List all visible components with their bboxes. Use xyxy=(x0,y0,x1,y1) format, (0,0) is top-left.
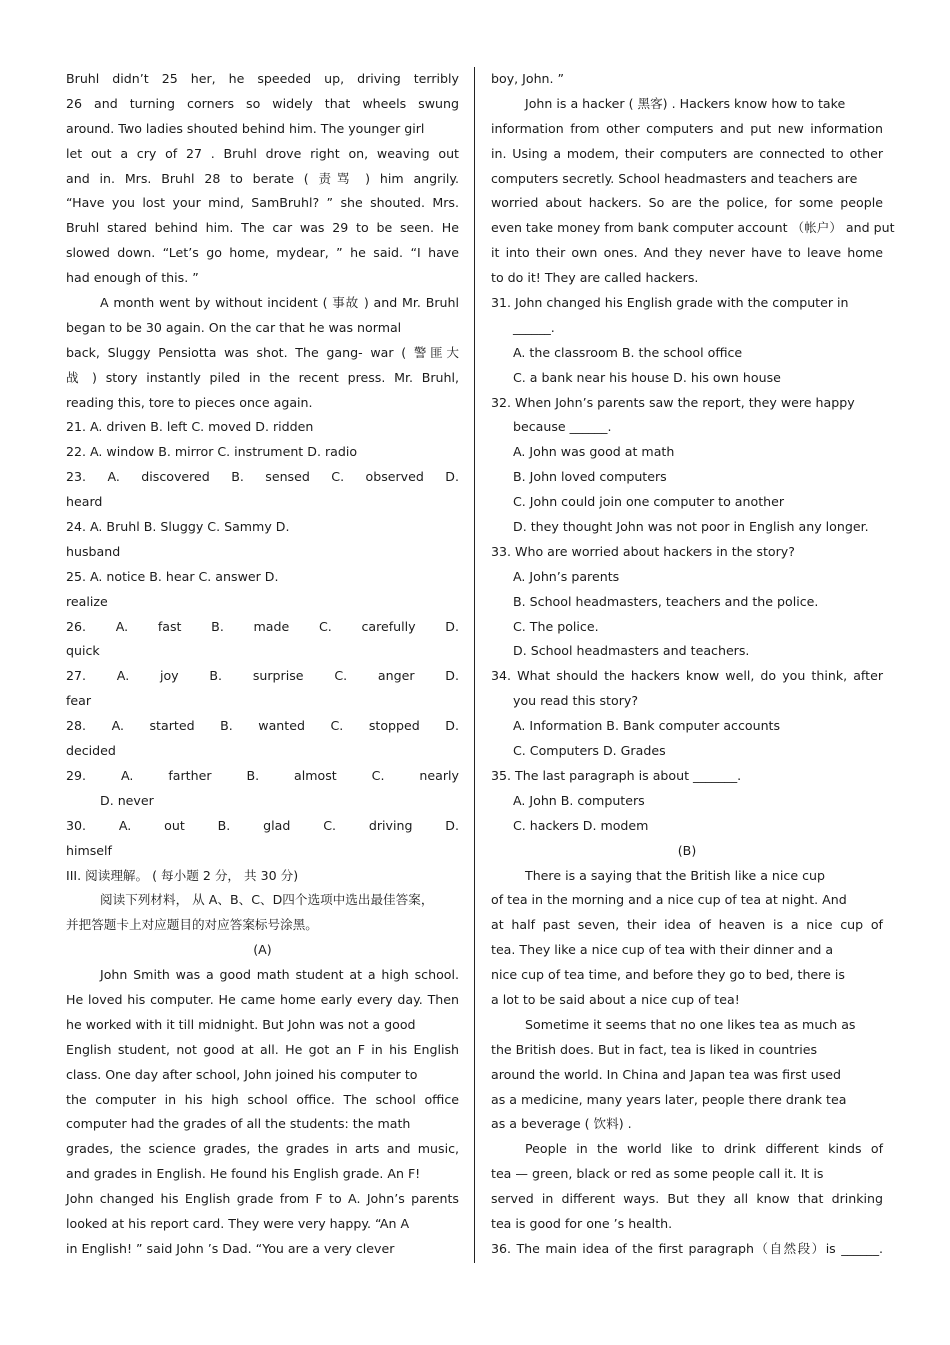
text-line: as a medicine, many years later, people there drank tea xyxy=(491,1091,847,1107)
text-line: 27. A. joy B. surprise C. anger D. xyxy=(66,668,459,684)
text-line: the British does. But in fact, tea is liked in countries xyxy=(491,1041,818,1057)
text-line: Sometime it seems that no one likes tea as much as xyxy=(525,1016,856,1032)
text-line: John is a hacker ( 黑客) . Hackers know how to take xyxy=(525,95,846,111)
text-line: A. the classroom B. the school office xyxy=(513,344,743,360)
text-line: of tea in the morning and a nice cup of tea at night. And xyxy=(491,892,847,908)
text-line: III. 阅读理解。 ( 每小题 2 分， 共 30 分) xyxy=(66,867,299,883)
text-line: People in the world like to drink different kinds of xyxy=(525,1141,883,1157)
text-line: because ______. xyxy=(513,419,612,435)
text-line: 35. The last paragraph is about _______. xyxy=(491,767,742,783)
text-line: you read this story? xyxy=(513,693,639,709)
text-line: looked at his report card. They were very happy. “An A xyxy=(66,1215,410,1231)
text-line: 32. When John’s parents saw the report, they were happy xyxy=(491,394,855,410)
text-line: There is a saying that the British like a nice cup xyxy=(525,867,825,883)
text-line: 阅读下列材料， 从 A、B、C、D四个选项中选出最佳答案， xyxy=(100,892,434,908)
text-line: 34. What should the hackers know well, do you think, after xyxy=(491,668,883,684)
text-line: 31. John changed his English grade with the computer in xyxy=(491,295,849,311)
text-line: 24. A. Bruhl B. Sluggy C. Sammy D. xyxy=(66,519,290,535)
text-line: A. John B. computers xyxy=(513,792,645,808)
text-line: and in. Mrs. Bruhl 28 to berate ( 责骂 ) him angrily. xyxy=(66,170,459,186)
text-line: he worked with it till midnight. But John was not a good xyxy=(66,1016,416,1032)
text-line: A. John’s parents xyxy=(513,568,620,584)
text-line: even take money from bank computer account （帐户） and put xyxy=(491,220,895,236)
right-column xyxy=(491,67,895,1262)
text-line: C. hackers D. modem xyxy=(513,817,649,833)
text-line: 26 and turning corners so widely that wheels swung xyxy=(66,95,459,111)
text-line: heard xyxy=(66,494,103,510)
text-line: realize xyxy=(66,593,108,609)
text-line: D. they thought John was not poor in English any longer. xyxy=(513,519,869,535)
text-line: Bruhl stared behind him. The car was 29 to be seen. He xyxy=(66,220,459,236)
text-line: 30. A. out B. glad C. driving D. xyxy=(66,817,459,833)
text-line: a lot to be said about a nice cup of tea! xyxy=(491,991,740,1007)
text-line: quick xyxy=(66,643,100,659)
text-line: computers secretly. School headmasters and teachers are xyxy=(491,170,858,186)
text-line: as a beverage ( 饮料) . xyxy=(491,1116,632,1132)
text-line: 23. A. discovered B. sensed C. observed D. xyxy=(66,469,459,485)
text-line: let out a cry of 27 . Bruhl drove right on, weaving out xyxy=(66,145,459,161)
text-line: information from other computers and put new information xyxy=(491,120,883,136)
text-line: tea — green, black or red as some people call it. It is xyxy=(491,1166,824,1182)
text-line: began to be 30 again. On the car that he was normal xyxy=(66,319,402,335)
text-line: C. a bank near his house D. his own house xyxy=(513,369,781,385)
text-line: 战 ) story instantly piled in the recent press. Mr. Bruhl, xyxy=(66,369,459,385)
text-line: B. School headmasters, teachers and the police. xyxy=(513,593,819,609)
text-line: 21. A. driven B. left C. moved D. ridden xyxy=(66,419,314,435)
text-line: around. Two ladies shouted behind him. The younger girl xyxy=(66,120,425,136)
text-line: slowed down. “Let’s go home, mydear, ” he said. “I have xyxy=(66,245,459,261)
text-line: 并把答题卡上对应题目的对应答案标号涂黑。 xyxy=(66,917,318,933)
text-line: tea. They like a nice cup of tea with their dinner and a xyxy=(491,942,834,958)
text-line: 22. A. window B. mirror C. instrument D. radio xyxy=(66,444,358,460)
text-line: at half past seven, their idea of heaven is a nice cup of xyxy=(491,917,883,933)
text-line: around the world. In China and Japan tea was first used xyxy=(491,1066,842,1082)
text-line: class. One day after school, John joined his computer to xyxy=(66,1066,418,1082)
text-line: English student, not good at all. He got an F in his English xyxy=(66,1041,459,1057)
text-line: 36. The main idea of the first paragraph（自然段）is ______. xyxy=(491,1240,883,1256)
text-line: tea is good for one ’s health. xyxy=(491,1215,673,1231)
text-line: reading this, tore to pieces once again. xyxy=(66,394,313,410)
text-line: decided xyxy=(66,743,116,759)
text-line: worried about hackers. So are the police, for some people xyxy=(491,195,883,211)
text-line: in. Using a modem, their computers are connected to other xyxy=(491,145,883,161)
left-column xyxy=(66,67,459,1262)
text-line: C. The police. xyxy=(513,618,599,634)
text-line: had enough of this. ” xyxy=(66,270,199,286)
text-line: computer had the grades of all the students: the math xyxy=(66,1116,411,1132)
text-line: B. John loved computers xyxy=(513,469,667,485)
text-line: Bruhl didn’t 25 her, he speeded up, driving terribly xyxy=(66,71,459,86)
text-line: served in different ways. But they all know that drinking xyxy=(491,1191,883,1207)
text-line: it into their own ones. And they never have to leave home xyxy=(491,245,883,261)
text-line: He loved his computer. He came home early every day. Then xyxy=(66,991,459,1007)
text-line: grades, the science grades, the grades in arts and music, xyxy=(66,1141,459,1157)
text-line: in English! ” said John ’s Dad. “You are a very clever xyxy=(66,1240,395,1256)
text-line: “Have you lost your mind, SamBruhl? ” she shouted. Mrs. xyxy=(66,195,459,211)
text-line: C. Computers D. Grades xyxy=(513,743,666,759)
text-line: 26. A. fast B. made C. carefully D. xyxy=(66,618,459,634)
text-line: (B) xyxy=(677,842,697,858)
text-line: John Smith was a good math student at a high school. xyxy=(100,967,459,983)
text-line: fear xyxy=(66,693,92,709)
text-line: back, Sluggy Pensiotta was shot. The gang- war ( 警匪大 xyxy=(66,344,459,360)
text-line: 28. A. started B. wanted C. stopped D. xyxy=(66,718,459,734)
text-line: (A) xyxy=(253,942,272,958)
text-line: C. John could join one computer to another xyxy=(513,494,785,510)
text-line: boy, John. ” xyxy=(491,71,565,86)
text-line: ______. xyxy=(513,319,555,335)
text-line: 33. Who are worried about hackers in the story? xyxy=(491,543,795,559)
text-line: to do it! They are called hackers. xyxy=(491,270,699,286)
text-line: John changed his English grade from F to A. John’s parents xyxy=(66,1191,459,1207)
text-line: and grades in English. He found his English grade. An F! xyxy=(66,1166,421,1182)
text-line: husband xyxy=(66,543,121,559)
text-line: the computer in his high school office. The school office xyxy=(66,1091,459,1107)
text-line: A month went by without incident ( 事故 ) and Mr. Bruhl xyxy=(100,295,459,311)
column-divider xyxy=(474,67,475,1263)
text-line: A. Information B. Bank computer accounts xyxy=(513,718,781,734)
text-line: 29. A. farther B. almost C. nearly xyxy=(66,767,459,783)
text-line: D. never xyxy=(100,792,154,808)
text-line: himself xyxy=(66,842,112,858)
text-line: 25. A. notice B. hear C. answer D. xyxy=(66,568,279,584)
text-line: D. School headmasters and teachers. xyxy=(513,643,750,659)
text-line: A. John was good at math xyxy=(513,444,675,460)
text-line: nice cup of tea time, and before they go to bed, there is xyxy=(491,967,845,983)
